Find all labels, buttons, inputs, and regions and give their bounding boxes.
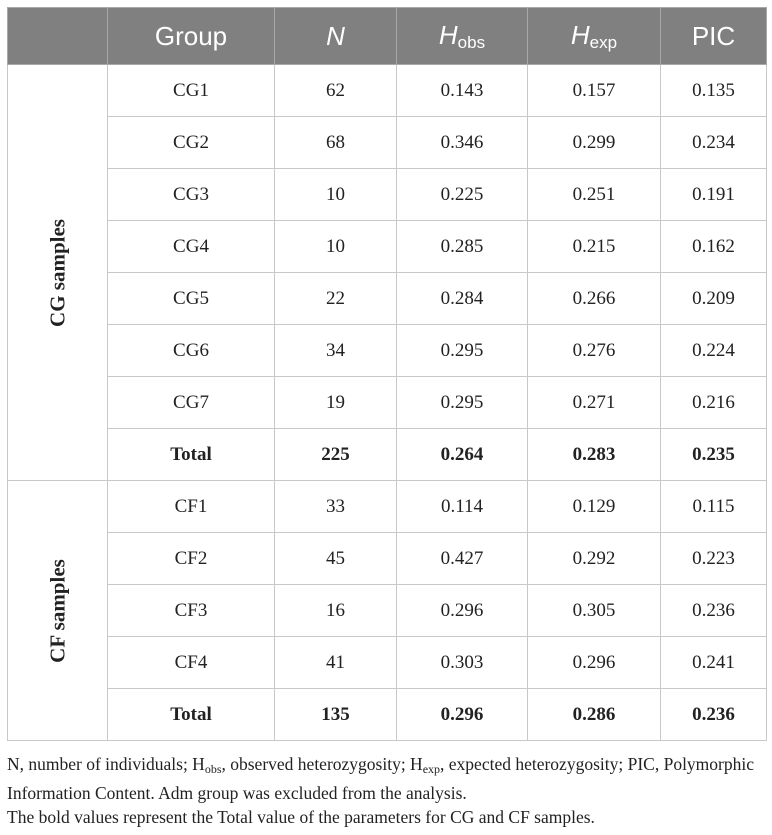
table-row: [8, 377, 767, 429]
cell-hexp: 0.157: [528, 65, 661, 117]
cell-hexp: 0.271: [528, 377, 661, 429]
table-row: [8, 273, 767, 325]
cell-pic: 0.115: [661, 481, 767, 533]
cell-pic: 0.223: [661, 533, 767, 585]
header-hobs-sub: obs: [457, 32, 486, 52]
cell-hobs: 0.143: [397, 65, 528, 117]
cell-n: 22: [275, 273, 397, 325]
cell-group: CG3: [108, 169, 275, 221]
cell-n: 68: [275, 117, 397, 169]
cell-hobs: 0.427: [397, 533, 528, 585]
cell-group: CF2: [108, 533, 275, 585]
cell-group: CG7: [108, 377, 275, 429]
cg-group-cell: [8, 65, 108, 481]
cell-pic: 0.236: [661, 585, 767, 637]
cell-hobs: 0.295: [397, 325, 528, 377]
cell-hexp: 0.305: [528, 585, 661, 637]
table-row: [8, 65, 767, 117]
cell-group: CG2: [108, 117, 275, 169]
footnote-abbreviations: [7, 752, 767, 805]
cf-group-cell: [8, 481, 108, 741]
table-row: [8, 221, 767, 273]
cell-group: CF4: [108, 637, 275, 689]
cell-pic: 0.162: [661, 221, 767, 273]
cell-group: CG5: [108, 273, 275, 325]
cell-hexp: 0.283: [528, 429, 661, 481]
cell-pic: 0.235: [661, 429, 767, 481]
cell-hobs: 0.225: [397, 169, 528, 221]
cell-hobs: 0.284: [397, 273, 528, 325]
cg-group-label: CG samples: [45, 218, 69, 327]
cell-n: 225: [275, 429, 397, 481]
cell-hobs: 0.303: [397, 637, 528, 689]
footnote-sub-exp: exp: [422, 762, 441, 776]
cell-hobs: 0.264: [397, 429, 528, 481]
cell-group: CF1: [108, 481, 275, 533]
cell-pic: 0.234: [661, 117, 767, 169]
cell-group: Total: [108, 689, 275, 741]
cell-hexp: 0.129: [528, 481, 661, 533]
cell-n: 33: [275, 481, 397, 533]
table-row: [8, 325, 767, 377]
header-hexp: [528, 8, 661, 65]
header-hexp-base: H: [570, 19, 590, 50]
table-footnote: [7, 752, 767, 829]
cell-group: Total: [108, 429, 275, 481]
table-row: [8, 585, 767, 637]
header-n: [275, 8, 397, 65]
cell-group: CG1: [108, 65, 275, 117]
header-hobs: [397, 8, 528, 65]
header-hexp-sub: exp: [589, 32, 618, 52]
cf-group-label: CF samples: [45, 558, 69, 663]
cell-hexp: 0.251: [528, 169, 661, 221]
footnote-text-c: , expected heterozygosity; PIC, Polymorphic Information Content. Adm group was excluded from the analysis.: [7, 754, 754, 803]
cell-hobs: 0.285: [397, 221, 528, 273]
cell-pic: 0.224: [661, 325, 767, 377]
footnote-text-a: N, number of individuals; H: [7, 754, 205, 774]
header-row: [8, 8, 767, 65]
table-row: [8, 481, 767, 533]
header-hobs-base: H: [438, 19, 458, 50]
cell-hexp: 0.266: [528, 273, 661, 325]
table-row: [8, 117, 767, 169]
cell-n: 45: [275, 533, 397, 585]
diversity-table: [7, 7, 767, 741]
table-row: [8, 533, 767, 585]
cell-hexp: 0.299: [528, 117, 661, 169]
cell-hobs: 0.346: [397, 117, 528, 169]
cell-n: 10: [275, 169, 397, 221]
cell-pic: 0.216: [661, 377, 767, 429]
cell-hexp: 0.286: [528, 689, 661, 741]
cell-n: 41: [275, 637, 397, 689]
footnote-sub-obs: obs: [204, 762, 222, 776]
cell-hexp: 0.276: [528, 325, 661, 377]
cell-group: CF3: [108, 585, 275, 637]
table-row: [8, 637, 767, 689]
total-row: [8, 689, 767, 741]
cell-n: 135: [275, 689, 397, 741]
cell-pic: 0.135: [661, 65, 767, 117]
cell-hexp: 0.215: [528, 221, 661, 273]
header-pic: PIC: [661, 8, 767, 65]
cell-pic: 0.209: [661, 273, 767, 325]
cell-pic: 0.241: [661, 637, 767, 689]
cell-hobs: 0.295: [397, 377, 528, 429]
cell-hexp: 0.296: [528, 637, 661, 689]
table-row: [8, 169, 767, 221]
cell-n: 10: [275, 221, 397, 273]
cell-n: 34: [275, 325, 397, 377]
footnote-text-b: , observed heterozygosity; H: [221, 754, 423, 774]
cell-n: 16: [275, 585, 397, 637]
cell-hexp: 0.292: [528, 533, 661, 585]
cell-pic: 0.191: [661, 169, 767, 221]
cell-pic: 0.236: [661, 689, 767, 741]
cell-hobs: 0.296: [397, 689, 528, 741]
header-group: Group: [108, 8, 275, 65]
cell-group: CG6: [108, 325, 275, 377]
cell-n: 62: [275, 65, 397, 117]
header-n-label: N: [326, 20, 345, 51]
header-blank: [8, 8, 108, 65]
cell-hobs: 0.296: [397, 585, 528, 637]
cell-n: 19: [275, 377, 397, 429]
cell-group: CG4: [108, 221, 275, 273]
footnote-bold-note: The bold values represent the Total value of the parameters for CG and CF samples.: [7, 807, 595, 827]
cell-hobs: 0.114: [397, 481, 528, 533]
total-row: [8, 429, 767, 481]
